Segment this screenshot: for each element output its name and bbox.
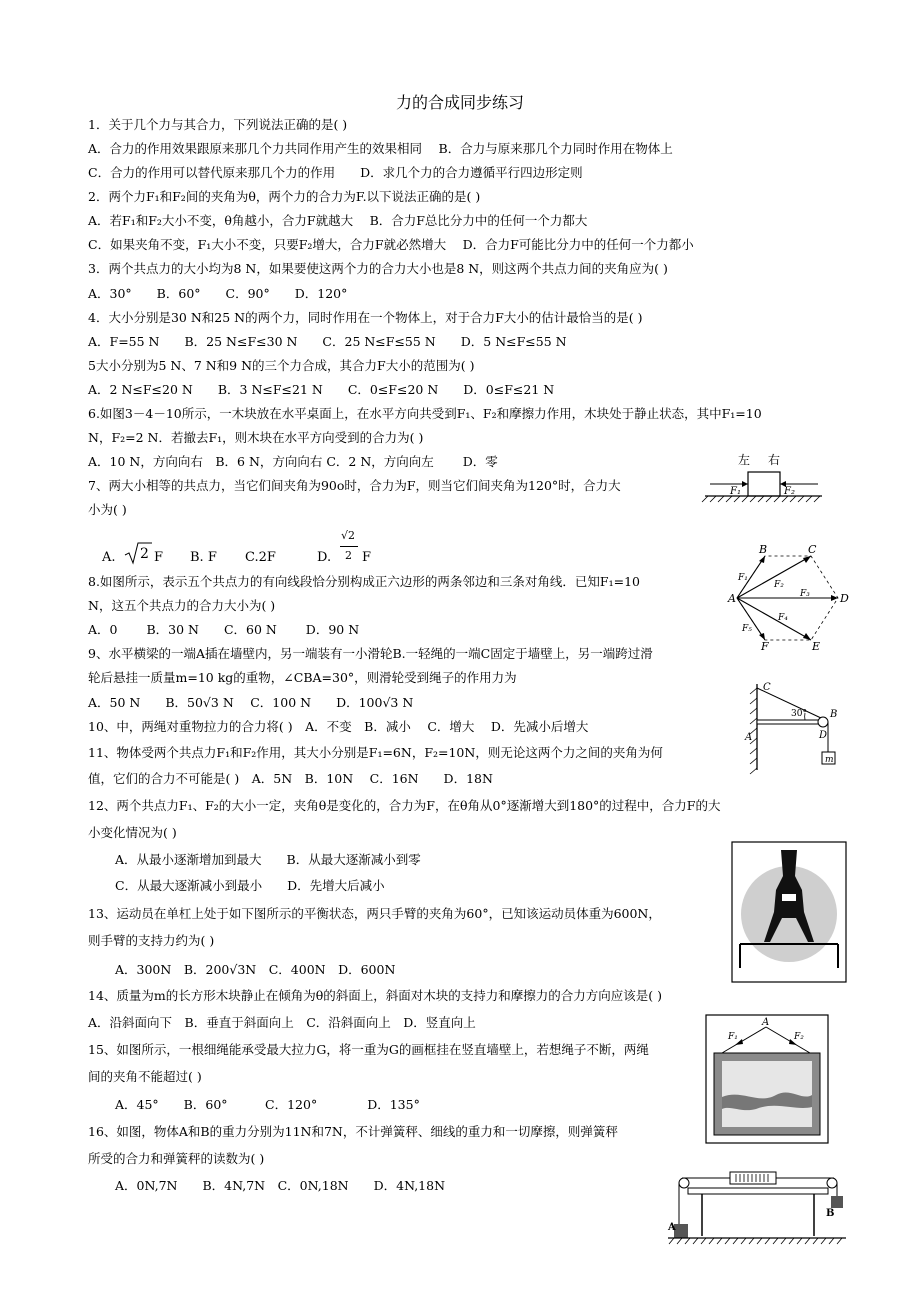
pulley [818, 717, 828, 727]
question-12-stem-cont: 小变化情况为( ) [88, 825, 177, 840]
label-f3: F₃ [800, 589, 810, 599]
question-15-stem-cont: 间的夹角不能超过( ) [88, 1069, 202, 1084]
table-pulley-figure [668, 1164, 848, 1246]
question-15-options: A．45° B．60° C．120° D．135° [115, 1097, 420, 1112]
sqrt2-radicand: 2 [140, 546, 149, 562]
f4-arrowhead [803, 633, 811, 640]
horizontal-beam [757, 720, 821, 724]
label-f4: F₄ [778, 613, 788, 623]
label-f2: F₂ [794, 1032, 804, 1042]
label-a: A [745, 732, 753, 743]
question-14-options: A．沿斜面向下 B．垂直于斜面向上 C．沿斜面向上 D．竖直向上 [88, 1015, 476, 1030]
wooden-block [748, 472, 780, 496]
vertex-f: F [761, 640, 769, 653]
floor-hatching [669, 1238, 842, 1244]
question-12-stem: 12、两个共点力F₁、F₂的大小一定，夹角θ是变化的，合力为F，在θ角从0°逐渐增大到180°的过程中，合力F的大 [88, 798, 721, 813]
gymnast-photo [732, 842, 846, 982]
table-top [688, 1188, 828, 1194]
spring-scale [730, 1172, 776, 1184]
label-f2: F₂ [784, 486, 795, 497]
page-title: 力的合成同步练习 [395, 93, 524, 112]
question-14-stem: 14、质量为m的长方形木块静止在倾角为θ的斜面上，斜面对木块的支持力和摩擦力的合力方向应该是( ) [88, 988, 663, 1003]
beam-pulley-figure [743, 680, 838, 776]
question-9-stem-cont: 轮后悬挂一质量m=10 kg的重物，∠CBA=30°，则滑轮受到绳子的作用力为 [88, 670, 517, 685]
vertex-e: E [812, 640, 821, 653]
label-a: A [762, 1017, 770, 1028]
label-c: C [763, 682, 771, 693]
force-f1-arrowhead [742, 481, 748, 487]
question-16-options: A．0N,7N B．4N,7N C．0N,18N D．4N,18N [115, 1178, 446, 1193]
question-12-options-ab: A．从最小逐渐增加到最大 B．从最大逐渐减小到零 [115, 852, 421, 867]
label-b: B [826, 1208, 835, 1219]
question-6-stem-cont: N，F₂=2 N．若撤去F₁，则木块在水平方向受到的合力为( ) [88, 430, 424, 445]
question-13-stem-cont: 则手臂的支持力约为( ) [88, 933, 215, 948]
pulley-left [679, 1178, 689, 1188]
question-11-stem-cont: 值，它们的合力不可能是( ) A．5N B．10N C．16N D．18N [88, 771, 493, 786]
label-b: B [830, 709, 838, 720]
question-1-stem: 1．关于几个力与其合力，下列说法正确的是( ) [88, 117, 348, 132]
question-4-options: A．F=55 N B．25 N≤F≤30 N C．25 N≤F≤55 N D．5 N≤F≤55 N [88, 334, 567, 349]
question-8-options: A．0 B．30 N C．60 N D．90 N [88, 622, 360, 637]
question-11-stem: 11、物体受两个共点力F₁和F₂作用，其大小分别是F₁=6N，F₂=10N，则无论这两个力之间的夹角为何 [88, 745, 663, 760]
question-16-stem-cont: 所受的合力和弹簧秤的读数为( ) [88, 1151, 265, 1166]
q7-option-c: C.2F [245, 550, 276, 565]
picture-frame-figure [706, 1015, 828, 1143]
question-5-stem: 5大小分别为5 N、7 N和9 N的三个力合成，其合力F大小的范围为( ) [88, 358, 475, 373]
q7-option-a-label: A. [102, 550, 116, 565]
pulley-right [827, 1178, 837, 1188]
question-12-options-cd: C．从最大逐渐减小到最小 D．先增大后减小 [115, 878, 385, 893]
frame-canvas [722, 1061, 812, 1127]
vertex-a: A [728, 592, 736, 605]
question-9-options: A．50 N B．50√3 N C．100 N D．100√3 N [88, 695, 414, 710]
label-left: 左 [738, 453, 751, 467]
weight-b [831, 1196, 843, 1208]
question-4-stem: 4．大小分别是30 N和25 N的两个力，同时作用在一个物体上，对于合力F大小的估计最恰当的是( ) [88, 310, 643, 325]
question-8-stem-cont: N，这五个共点力的合力大小为( ) [88, 598, 276, 613]
vertex-d: D [840, 592, 849, 605]
question-6-stem: 6.如图3－4－10所示，一木块放在水平桌面上，在水平方向共受到F₁、F₂和摩擦力作用，木块处于静止状态，其中F₁=10 [88, 406, 762, 421]
label-d: D [819, 730, 828, 741]
question-13-stem: 13、运动员在单杠上处于如下图所示的平衡状态，两只手臂的夹角为60°，已知该运动员体重为600N， [88, 906, 661, 921]
question-5-options: A．2 N≤F≤20 N B．3 N≤F≤21 N C．0≤F≤20 N D．0≤F≤21 N [88, 382, 555, 397]
label-m: m [825, 755, 834, 765]
gymnast-belt [782, 894, 796, 901]
block-figure [700, 450, 825, 510]
question-1-options-cd: C．合力的作用可以替代原来那几个力的作用 D．求几个力的合力遵循平行四边形定则 [88, 165, 583, 180]
question-13-options: A．300N B．200√3N C．400N D．600N [115, 962, 396, 977]
label-f1: F₁ [728, 1032, 738, 1042]
label-f1: F₁ [730, 486, 741, 497]
weight-a [674, 1224, 688, 1238]
q7-fraction-denominator: 2 [345, 549, 352, 562]
question-15-stem: 15、如图所示，一根细绳能承受最大拉力G，将一重为G的画框挂在竖直墙壁上，若想绳子不断，两绳 [88, 1042, 649, 1057]
question-16-stem: 16、如图，物体A和B的重力分别为11N和7N，不计弹簧秤、细线的重力和一切摩擦，则弹簧秤 [88, 1124, 618, 1139]
label-right: 右 [768, 453, 781, 467]
q7-fraction-bar [340, 546, 358, 547]
question-1-options-ab: A．合力的作用效果跟原来那几个力共同作用产生的效果相同 B．合力与原来那几个力同时作用在物体上 [88, 141, 673, 156]
question-2-options-cd: C．如果夹角不变，F₁大小不变，只要F₂增大，合力F就必然增大 D．合力F可能比分力中的任何一个力都小 [88, 237, 694, 252]
q7-option-d-label: D. [317, 550, 332, 565]
label-f5: F₅ [742, 624, 752, 634]
vertex-b: B [759, 543, 768, 556]
question-7-stem: 7、两大小相等的共点力，当它们间夹角为90o时，合力为F，则当它们间夹角为120°时，合力大 [88, 478, 621, 493]
question-2-stem: 2．两个力F₁和F₂间的夹角为θ，两个力的合力为F.以下说法正确的是( ) [88, 189, 481, 204]
label-f2: F₂ [774, 580, 784, 590]
question-8-stem: 8.如图所示，表示五个共点力的有向线段恰分别构成正六边形的两条邻边和三条对角线．已知F₁=10 [88, 574, 640, 589]
f1-arrowhead [759, 556, 765, 563]
label-f1: F₁ [738, 573, 748, 583]
question-9-stem: 9、水平横梁的一端A插在墙壁内，另一端装有一小滑轮B.一轻绳的一端C固定于墙壁上，另一端跨过滑 [88, 646, 653, 661]
wall-hatching [750, 688, 757, 774]
f2-arrowhead [803, 556, 811, 563]
question-3-stem: 3．两个共点力的大小均为8 N，如果要使这两个力的合力大小也是8 N，则这两个共点力间的夹角应为( ) [88, 261, 668, 276]
question-3-options: A．30° B．60° C．90° D．120° [88, 286, 348, 301]
f5-arrowhead [759, 633, 765, 640]
label-a: A [668, 1222, 676, 1233]
question-7-stem-cont: 小为( ) [88, 502, 127, 517]
label-angle: 30° [791, 709, 807, 719]
q7-option-a-value: F [154, 550, 164, 565]
sqrt2-radical [124, 540, 154, 566]
q7-option-d-value: F [362, 550, 372, 565]
vertex-c: C [808, 543, 817, 556]
table-hatching [702, 496, 820, 502]
q7-option-b: B. F [190, 550, 217, 565]
question-6-options: A．10 N，方向向右 B．6 N，方向向右 C．2 N，方向向左 D．零 [88, 454, 498, 469]
question-10-stem: 10、中，两绳对重物拉力的合力将( ) A．不变 B．减小 C．增大 D．先减小后增大 [88, 719, 589, 734]
hexagon-figure [728, 540, 848, 652]
question-2-options-ab: A．若F₁和F₂大小不变，θ角越小，合力F就越大 B．合力F总比分力中的任何一个力都大 [88, 213, 588, 228]
q7-fraction-numerator: √2 [341, 529, 356, 542]
